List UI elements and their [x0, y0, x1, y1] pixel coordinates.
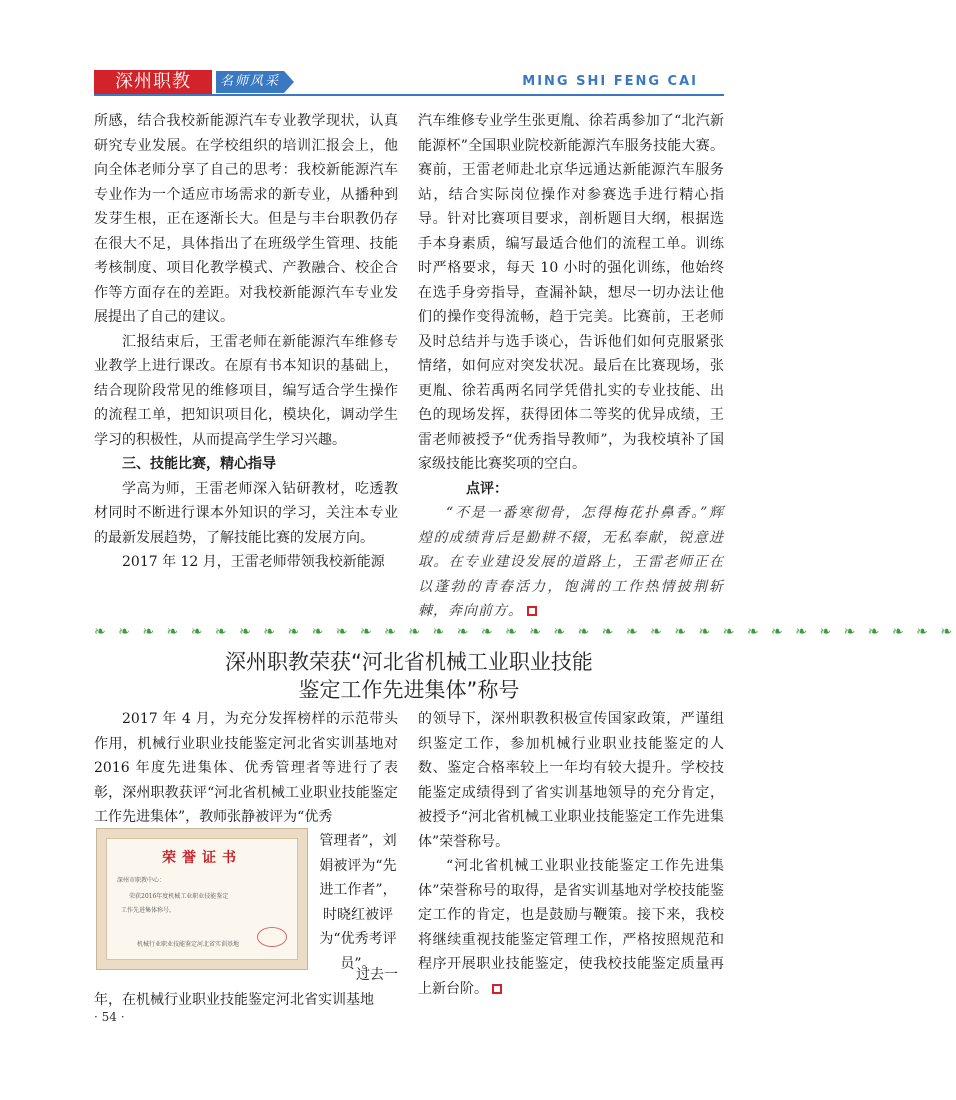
paragraph: 学高为师，王雷老师深入钻研教材，吃透教材同时不断进行课本外知识的学习，关注本专业的最新发展趋势，了解技能比赛的发展方向。 — [94, 480, 398, 546]
certificate-line: 深州市职教中心： — [117, 877, 166, 884]
title-line-1: 深州职教荣获“河北省机械工业职业技能 — [225, 650, 593, 674]
seal-icon — [257, 927, 287, 947]
title-line-2: 鉴定工作先进集体”称号 — [298, 678, 520, 702]
ornament-divider: ❧ ❧ ❧ ❧ ❧ ❧ ❧ ❧ ❧ ❧ ❧ ❧ ❧ ❧ ❧ ❧ ❧ ❧ ❧ ❧ ❧ ❧ ❧ ❧ ❧ ❧ ❧ ❧ ❧ ❧ ❧ ❧ ❧ ❧ ❧ ❧ — [94, 624, 956, 640]
article1-right-column — [418, 109, 724, 624]
paragraph-start: 过去一 — [356, 967, 398, 983]
section-heading: 三、技能比赛，精心指导 — [122, 456, 276, 472]
paragraph-body: “河北省机械工业职业技能鉴定工作先进集体”荣誉称号的取得，是省实训基地对学校技能鉴定工作的肯定，也是鼓励与鞭策。接下来，我校将继续重视技能鉴定管理工作，严格按照规范和程序开展职业技能鉴定，使我校技能鉴定质量再上新台阶。 — [418, 858, 724, 997]
certificate-line: 荣获2016年度机械工业职业技能鉴定 — [129, 893, 229, 900]
paragraph — [418, 854, 724, 1001]
brand-label: 深州职教 — [94, 70, 212, 94]
wrap-text: 管理者”，刘娟被评为“先进工作者”，时晓红被评为“优秀考评员”。 — [319, 833, 397, 972]
paragraph: 所感，结合我校新能源汽车专业教学现状，认真研究专业发展。在学校组织的培训汇报会上，他向全体老师分享了自己的思考：我校新能源汽车专业作为一个适应市场需求的新专业，从播种到发芽生根，正在逐渐长大。但是与丰台职教仍存在很大不足，具体指出了在班级学生管理、技能考核制度、项目化教学模式、产教融合、校企合作等方面存在的差距。对我校新能源汽车专业发展提出了自己的建议。 — [94, 113, 398, 325]
article1-left-column — [94, 109, 398, 575]
comment-label: 点评： — [466, 480, 508, 497]
article2-left-tail — [94, 963, 398, 1012]
paragraph: 汇报结束后，王雷老师在新能源汽车维修专业教学上进行课改。在原有书本知识的基础上，结合现阶段常见的维修项目，编写适合学生操作的流程工单，把知识项目化，模块化，调动学生学习的积极性，从而提高学生学习兴趣。 — [94, 333, 398, 448]
certificate-inner — [106, 838, 298, 960]
column-label: 名师风采 — [216, 71, 284, 93]
certificate-title: 荣誉证书 — [162, 850, 242, 866]
column-pinyin: MING SHI FENG CAI — [522, 74, 698, 89]
comment-body: “不是一番寒彻骨，怎得梅花扑鼻香。”辉煌的成绩背后是勤耕不辍，无私奉献，锐意进取。在专业建设发展的道路上，王雷老师正在以蓬勃的青春活力，饱满的工作热情披荆斩棘，奔向前方。 — [418, 505, 724, 619]
end-mark-icon — [527, 606, 537, 616]
page-number: · 54 · — [94, 1010, 125, 1024]
article2-right-column — [418, 707, 724, 1001]
header-rule — [94, 94, 724, 96]
comment-text — [418, 501, 724, 624]
certificate-line: 机械行业职业技能鉴定河北省实训基地 — [137, 941, 240, 948]
article-title — [94, 648, 724, 704]
paragraph: 2017 年 12 月，王雷老师带领我校新能源 — [122, 554, 385, 570]
certificate-line: 工作先进集体称号。 — [121, 907, 176, 914]
paragraph: 2017 年 4 月，为充分发挥榜样的示范带头作用，机械行业职业技能鉴定河北省实训基地对 2016 年度先进集体、优秀管理者等进行了表彰，深州职教获评“河北省机械工业职业技能鉴定工作先进集体”，教师张静被评为“优秀 — [94, 711, 398, 825]
paragraph: 年，在机械行业职业技能鉴定河北省实训基地 — [94, 991, 374, 1008]
paragraph: 的领导下，深州职教积极宣传国家政策，严谨组织鉴定工作，参加机械行业职业技能鉴定的人数、鉴定合格率较上一年均有较大提升。学校技能鉴定成绩得到了省实训基地领导的充分肯定，被授予“河北省机械工业职业技能鉴定工作先进集体”荣誉称号。 — [418, 711, 724, 850]
certificate-image — [96, 828, 308, 970]
page-header — [94, 70, 724, 96]
end-mark-icon — [492, 984, 502, 994]
article2-left-column — [94, 707, 398, 830]
paragraph: 汽车维修专业学生张更胤、徐若禹参加了“北汽新能源杯”全国职业院校新能源汽车服务技能大赛。赛前，王雷老师赴北京华远通达新能源汽车服务站，结合实际岗位操作对参赛选手进行精心指导。针对比赛项目要求，剖析题目大纲，根据选手本身素质，编写最适合他们的流程工单。训练时严格要求，每天 10 小时的强化训练，他始终在选手身旁指导，查漏补缺，想尽一切办法让他们的操作变得流畅，趋于完美。比赛前，王老师及时总结并与选手谈心，告诉他们如何克服紧张情绪，如何应对突发状况。最后在比赛现场，张更胤、徐若禹两名同学凭借扎实的专业技能、出色的现场发挥，获得团体二等奖的优异成绩，王雷老师被授予“优秀指导教师”，为我校填补了国家级技能比赛奖项的空白。 — [418, 113, 724, 472]
